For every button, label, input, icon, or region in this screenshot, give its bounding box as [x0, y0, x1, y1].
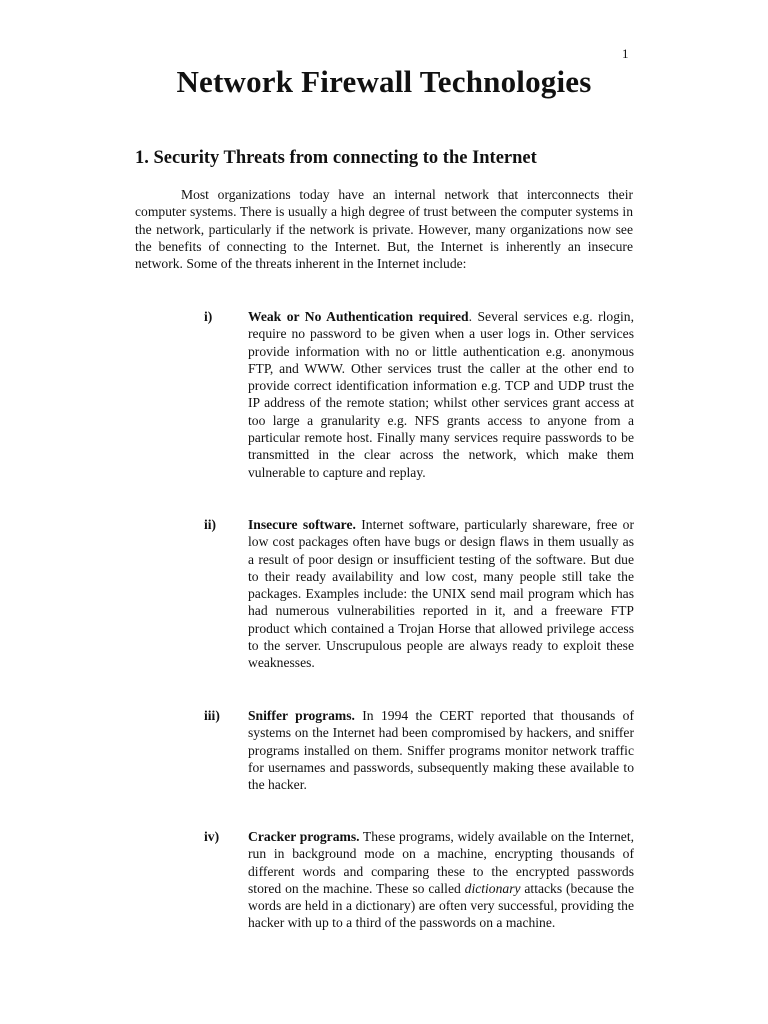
threat-text: In 1994 the CERT reported that thousands of systems on the Internet had been compromised by hackers, and sniffer programs installed on them. Sniffer programs monitor network traffic for usernames and passwords, subsequently making these available to the hacker. [248, 708, 634, 793]
threat-term: Cracker programs. [248, 829, 360, 844]
page-number: 1 [622, 46, 629, 61]
threat-numeral: iv) [204, 829, 220, 844]
threat-body [248, 707, 634, 793]
threat-term: Insecure software. [248, 517, 356, 532]
threat-text-before: These programs, widely available on the Internet, run in background mode on a machine, encrypting thousands of different words and comparing these to the encrypted passwords stored on the machine. These so called [248, 829, 634, 896]
threat-numeral: iii) [204, 708, 220, 723]
threat-item-weak-authentication [204, 308, 634, 481]
threat-item-sniffer-programs [204, 707, 634, 793]
threat-numeral: ii) [204, 517, 217, 532]
threat-numeral: i) [204, 309, 213, 324]
threat-item-insecure-software [204, 516, 634, 672]
section-heading: 1. Security Threats from connecting to the Internet [135, 148, 537, 168]
threat-text: . Several services e.g. rlogin, require no password to be given when a user logs in. Other services provide information with no or little authentication e.g. anonymous FTP, and WWW. Other services trust the caller at the other end to provide correct identification information e.g. TCP and UDP trust the IP address of the remote station; whilst other services grant access at too large a granularity e.g. NFS grants access to anyone from a particular remote host. Finally many services require passwords to be transmitted in the clear across the network, which make them vulnerable to capture and replay. [248, 309, 634, 480]
threat-term: Sniffer programs. [248, 708, 355, 723]
document-title: Network Firewall Technologies [176, 64, 592, 99]
threat-item-cracker-programs [204, 828, 634, 932]
threat-text: Internet software, particularly shareware, free or low cost packages often have bugs or design flaws in them usually as a result of poor design or insufficient testing of the software. But due to their ready availability and low cost, many people still take the packages. Examples include: the UNIX send mail program which has had numerous vulnerabilities reported in it, and a freeware FTP product which contained a Trojan Horse that allowed privilege access to the server. Unscrupulous people are always ready to exploit these weaknesses. [248, 517, 634, 671]
threat-term: Weak or No Authentication required [248, 309, 469, 324]
threat-body [248, 308, 634, 481]
threat-body [248, 828, 634, 932]
intro-paragraph: Most organizations today have an internal network that interconnects their computer systems. There is usually a high degree of trust between the computer systems in the network, particularly if the network is private. However, many organizations now see the benefits of connecting to the Internet. But, the Internet is inherently an insecure network. Some of the threats inherent in the Internet include: [135, 187, 633, 272]
threat-text-after: attacks (because the words are held in a dictionary) are often very successful, providing the hacker with up to a third of the passwords on a machine. [248, 880, 635, 931]
threat-emphasis: dictionary [464, 880, 521, 896]
threat-body [248, 516, 634, 672]
